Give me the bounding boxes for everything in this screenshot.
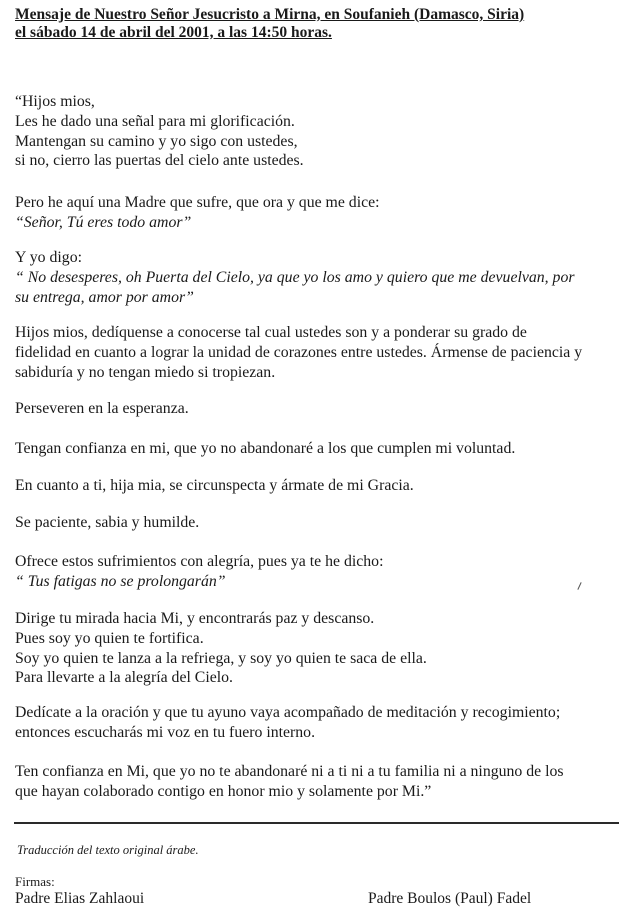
paragraph-sufferings [15, 552, 627, 592]
text-line: Soy yo quien te lanza a la refriega, y soy yo quien te saca de ella. [15, 649, 427, 667]
text-line: Hijos mios, dedíquense a conocerse tal cual ustedes son y a ponderar su grado de [15, 324, 527, 341]
title-line-1: Mensaje de Nuestro Señor Jesucristo a Mirna, en Soufanieh (Damasco, Siria) [15, 6, 525, 23]
paragraph-gaze [15, 609, 627, 688]
text-line: Ofrece estos sufrimientos con alegría, pues ya te he dicho: [15, 553, 384, 570]
document-title [15, 6, 625, 42]
text-line: Mantengan su camino y yo sigo con ustedes, [15, 132, 298, 150]
paragraph-reply [15, 248, 627, 307]
text-line: En cuanto a ti, hija mia, se circunspecta y ármate de mi Gracia. [15, 477, 414, 494]
text-line: Pues soy yo quien te fortifica. [15, 629, 204, 647]
quote-line: “ No desesperes, oh Puerta del Cielo, ya que yo los amo y quiero que me devuelvan, por [15, 268, 575, 286]
paragraph-daughter [15, 476, 627, 496]
paragraph-persevere [15, 399, 627, 419]
paragraph-patient [15, 513, 627, 533]
text-line: que hayan colaborado contigo en honor mio y solamente por Mi.” [15, 782, 432, 800]
text-line: sabiduría y no tengan miedo si tropiezan. [15, 363, 276, 381]
text-line: Y yo digo: [15, 249, 82, 266]
text-line: Dedícate a la oración y que tu ayuno vaya acompañado de meditación y recogimiento; [15, 704, 561, 721]
text-line: Se paciente, sabia y humilde. [15, 514, 200, 531]
signatory-name: Padre Elias Zahlaoui [15, 890, 145, 907]
paragraph-trust [15, 439, 627, 459]
signatory-name: Padre Boulos (Paul) Fadel [368, 890, 532, 907]
text-line: Para llevarte a la alegría del Cielo. [15, 669, 233, 687]
text-line: entonces escucharás mi voz en tu fuero interno. [15, 723, 316, 741]
translation-note: Traducción del texto original árabe. [17, 843, 199, 857]
text-line: Tengan confianza en mi, que yo no abandonaré a los que cumplen mi voluntad. [15, 440, 516, 457]
title-line-2: el sábado 14 de abril del 2001, a las 14:50 horas. [15, 24, 332, 41]
text-line: Ten confianza en Mi, que yo no te abandonaré ni a ti ni a tu familia ni a ninguno de los [15, 763, 564, 780]
signatures-label: Firmas: [15, 874, 55, 889]
paragraph-greeting [15, 92, 627, 171]
text-line: si no, cierro las puertas del cielo ante ustedes. [15, 152, 304, 170]
text-line: “Hijos mios, [15, 93, 95, 110]
text-line: Les he dado una señal para mi glorificación. [15, 112, 295, 130]
text-line: fidelidad en cuanto a lograr la unidad de corazones entre ustedes. Ármense de paciencia y [15, 343, 583, 361]
paragraph-children [15, 323, 627, 382]
quote-line: “ Tus fatigas no se prolongarán” [15, 572, 226, 590]
text-line: Dirige tu mirada hacia Mi, y encontrarás paz y descanso. [15, 610, 375, 627]
text-line: Pero he aquí una Madre que sufre, que ora y que me dice: [15, 194, 380, 211]
paragraph-mother [15, 193, 627, 233]
paragraph-prayer [15, 703, 627, 743]
paragraph-closing [15, 762, 627, 802]
quote-line: “Señor, Tú eres todo amor” [15, 213, 192, 231]
horizontal-divider [14, 822, 619, 824]
quote-line: su entrega, amor por amor” [15, 288, 194, 306]
text-line: Perseveren en la esperanza. [15, 400, 189, 417]
